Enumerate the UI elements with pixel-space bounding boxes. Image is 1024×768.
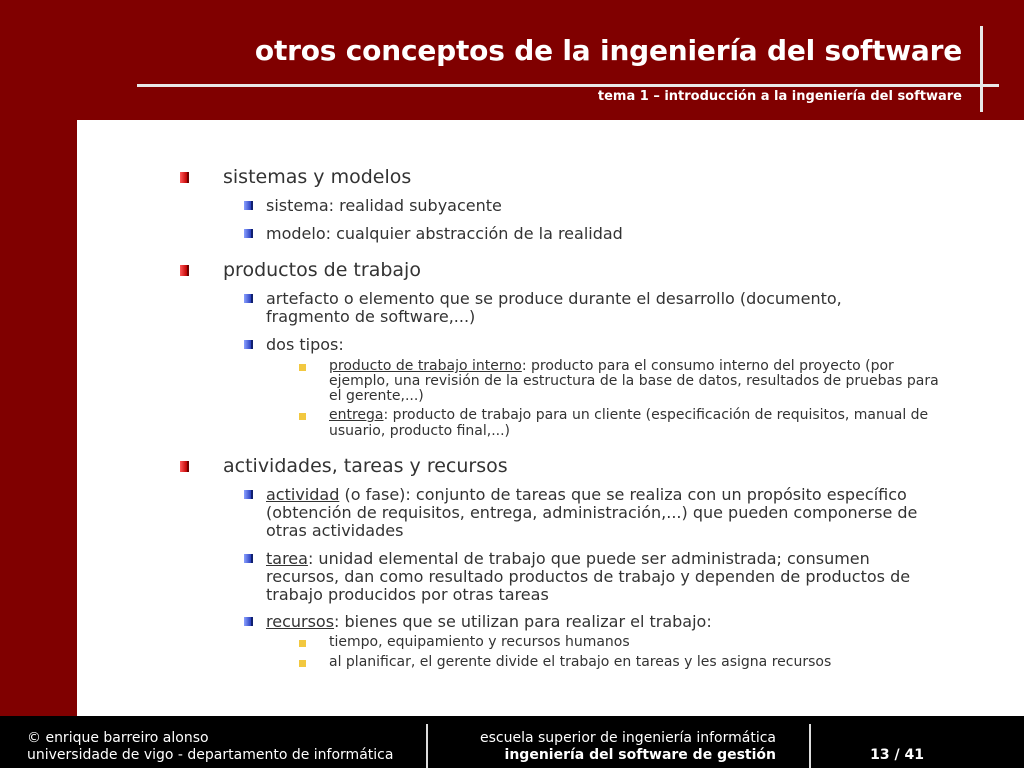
level2-bullet-icon (244, 617, 253, 626)
list-item-line: usuario, producto final,...) (329, 423, 511, 439)
list-item-line: recursos, dan como resultado productos de trabajo y dependen de productos de (266, 567, 911, 586)
list-item-line: trabajo producidos por otras tareas (266, 585, 549, 604)
list-item-line: ejemplo, una revisión de la estructura de la base de datos, resultados de pruebas para (329, 373, 939, 389)
page-number: 13 / 41 (870, 747, 924, 763)
footer-author (27, 730, 393, 764)
section-heading: sistemas y modelos (223, 166, 412, 188)
list-item-line: artefacto o elemento que se produce durante el desarrollo (documento, (266, 289, 842, 308)
footer-bar (0, 716, 1024, 768)
slide-subtitle: tema 1 – introducción a la ingeniería del software (597, 89, 962, 104)
list-item-line (266, 486, 907, 504)
term-underlined: producto de trabajo interno (329, 358, 522, 374)
list-item: sistema: realidad subyacente (266, 196, 502, 215)
list-item: al planificar, el gerente divide el trabajo en tareas y les asigna recursos (329, 654, 832, 670)
level2-bullet-icon (244, 229, 253, 238)
list-item-line (266, 550, 870, 568)
level2-bullet-icon (244, 340, 253, 349)
level2-bullet-icon (244, 554, 253, 563)
term-underlined: tarea (266, 549, 308, 568)
footer-author-affiliation: universidade de vigo - departamento de informática (27, 747, 394, 763)
list-item-line (329, 359, 894, 374)
title-divider (137, 84, 999, 87)
level2-bullet-icon (244, 490, 253, 499)
section-heading: productos de trabajo (223, 259, 421, 281)
list-item-line (266, 613, 712, 631)
footer-divider (809, 724, 811, 768)
level2-bullet-icon (244, 294, 253, 303)
level1-bullet-icon (180, 172, 189, 183)
footer-author-name: © enrique barreiro alonso (27, 730, 209, 746)
list-item-line: fragmento de software,...) (266, 307, 476, 326)
level2-bullet-icon (244, 201, 253, 210)
footer-school: escuela superior de ingeniería informática (480, 730, 776, 746)
term-underlined: recursos (266, 612, 335, 631)
level3-bullet-icon (299, 640, 306, 647)
list-item-line: (obtención de requisitos, entrega, administración,...) que pueden componerse de (266, 503, 918, 522)
level1-bullet-icon (180, 265, 189, 276)
list-item: tiempo, equipamiento y recursos humanos (329, 634, 630, 650)
level3-bullet-icon (299, 413, 306, 420)
title-vertical-divider (980, 26, 983, 112)
level1-bullet-icon (180, 461, 189, 472)
term-underlined: entrega (329, 407, 384, 423)
section-heading: actividades, tareas y recursos (223, 455, 508, 477)
list-item-line (329, 408, 928, 423)
list-item-line: otras actividades (266, 521, 404, 540)
footer-course (440, 730, 776, 764)
slide-title: otros conceptos de la ingeniería del software (254, 34, 962, 67)
list-item-line: el gerente,...) (329, 388, 424, 404)
term-underlined: actividad (266, 485, 340, 504)
term-definition: : unidad elemental de trabajo que puede ser administrada; consumen (307, 549, 870, 568)
term-definition: (o fase): conjunto de tareas que se realiza con un propósito específico (339, 485, 907, 504)
term-definition: : producto para el consumo interno del proyecto (por (521, 358, 894, 374)
term-definition: : bienes que se utilizan para realizar el trabajo: (334, 612, 712, 631)
level3-bullet-icon (299, 364, 306, 371)
list-item: dos tipos: (266, 335, 344, 354)
level3-bullet-icon (299, 660, 306, 667)
footer-course-name: ingeniería del software de gestión (504, 747, 776, 763)
term-definition: : producto de trabajo para un cliente (especificación de requisitos, manual de (383, 407, 929, 423)
footer-divider (426, 724, 428, 768)
list-item: modelo: cualquier abstracción de la realidad (266, 224, 623, 243)
